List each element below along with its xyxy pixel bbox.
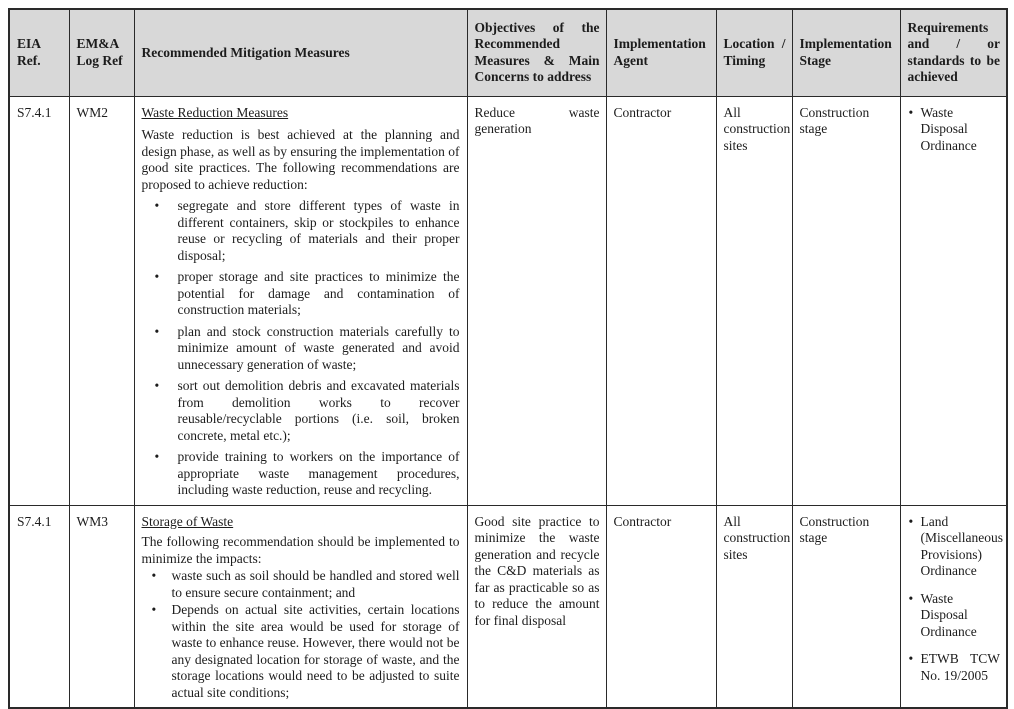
cell-requirements	[900, 96, 1007, 505]
measures-bullet-item: • proper storage and site practices to minimize the potential for damage and contamination of construction materials;	[142, 269, 460, 319]
measures-intro: The following recommendation should be implemented to minimize the impacts:	[141, 534, 460, 566]
col-header-location-timing: Location / Timing	[716, 9, 792, 96]
cell-implementation-agent: Contractor	[606, 505, 716, 708]
cell-eia-ref: S7.4.1	[9, 96, 69, 505]
table-row	[9, 96, 1007, 505]
cell-implementation-agent: Contractor	[606, 96, 716, 505]
measures-bullet-item: • segregate and store different types of waste in different containers, skip or stockpiles to enhance reuse or recycling of materials and their proper disposal;	[142, 198, 460, 264]
cell-location-timing: All construction sites	[716, 96, 792, 505]
col-header-implementation-stage: Implementation Stage	[792, 9, 900, 96]
col-header-eia-ref: EIA Ref.	[9, 9, 69, 96]
measures-bullet-item: • provide training to workers on the importance of appropriate waste management procedures, including waste reduction, reuse and recycling.	[142, 449, 460, 499]
col-header-recommended-mitigation-measures: Recommended Mitigation Measures	[134, 9, 467, 96]
requirement-item: • Waste Disposal Ordinance	[908, 591, 1001, 641]
mitigation-measures-table	[8, 8, 1008, 709]
measures-bullet-item: • plan and stock construction materials carefully to minimize amount of waste generated and avoid unnecessary generation of waste;	[142, 324, 460, 374]
measures-intro: Waste reduction is best achieved at the planning and design phase, as well as by ensuring the implementation of good site practices. The following recommendations are proposed to achieve reduction:	[141, 127, 460, 192]
cell-eia-ref: S7.4.1	[9, 505, 69, 708]
cell-mitigation-measures	[134, 96, 467, 505]
measures-bullet-list	[142, 198, 460, 499]
cell-objectives: Reduce waste generation	[467, 96, 606, 505]
measures-bullet-item: • Depends on actual site activities, certain locations within the site area would be used for storage of waste to enhance reuse. However, there would not be any designated location for storage of waste, and the storage locations would need to be adjusted to suite actual site conditions;	[142, 602, 460, 701]
cell-mitigation-measures	[134, 505, 467, 708]
header-row	[9, 9, 1007, 96]
requirement-item: • ETWB TCW No. 19/2005	[908, 651, 1001, 684]
measures-bullet-item: • sort out demolition debris and excavated materials from demolition works to recover reusable/recyclable portions (i.e. soil, broken concrete, metal etc.);	[142, 378, 460, 444]
measures-bullet-item: • waste such as soil should be handled and stored well to ensure secure containment; and	[142, 568, 460, 601]
col-header-implementation-agent: Implementation Agent	[606, 9, 716, 96]
measures-heading: Storage of Waste	[141, 513, 234, 529]
col-header-ema-log-ref: EM&A Log Ref	[69, 9, 134, 96]
cell-implementation-stage: Construction stage	[792, 96, 900, 505]
cell-implementation-stage: Construction stage	[792, 505, 900, 708]
measures-bullet-list	[142, 568, 460, 701]
col-header-requirements-standards: Requirements and / or standards to be achieved	[900, 9, 1007, 96]
cell-ema-log-ref: WM2	[69, 96, 134, 505]
requirement-item: • Land (Miscellaneous Provisions) Ordinance	[908, 514, 1001, 580]
cell-requirements	[900, 505, 1007, 708]
requirements-bullet-list	[908, 105, 1001, 155]
requirement-item: • Waste Disposal Ordinance	[908, 105, 1001, 155]
col-header-objectives: Objectives of the Recommended Measures & Main Concerns to address	[467, 9, 606, 96]
cell-ema-log-ref: WM3	[69, 505, 134, 708]
requirements-bullet-list	[908, 514, 1001, 685]
cell-objectives: Good site practice to minimize the waste generation and recycle the C&D materials as far as practicable so as to reduce the amount for final disposal	[467, 505, 606, 708]
document-page	[8, 8, 1006, 709]
measures-heading: Waste Reduction Measures	[141, 104, 289, 120]
cell-location-timing: All construction sites	[716, 505, 792, 708]
table-row	[9, 505, 1007, 708]
